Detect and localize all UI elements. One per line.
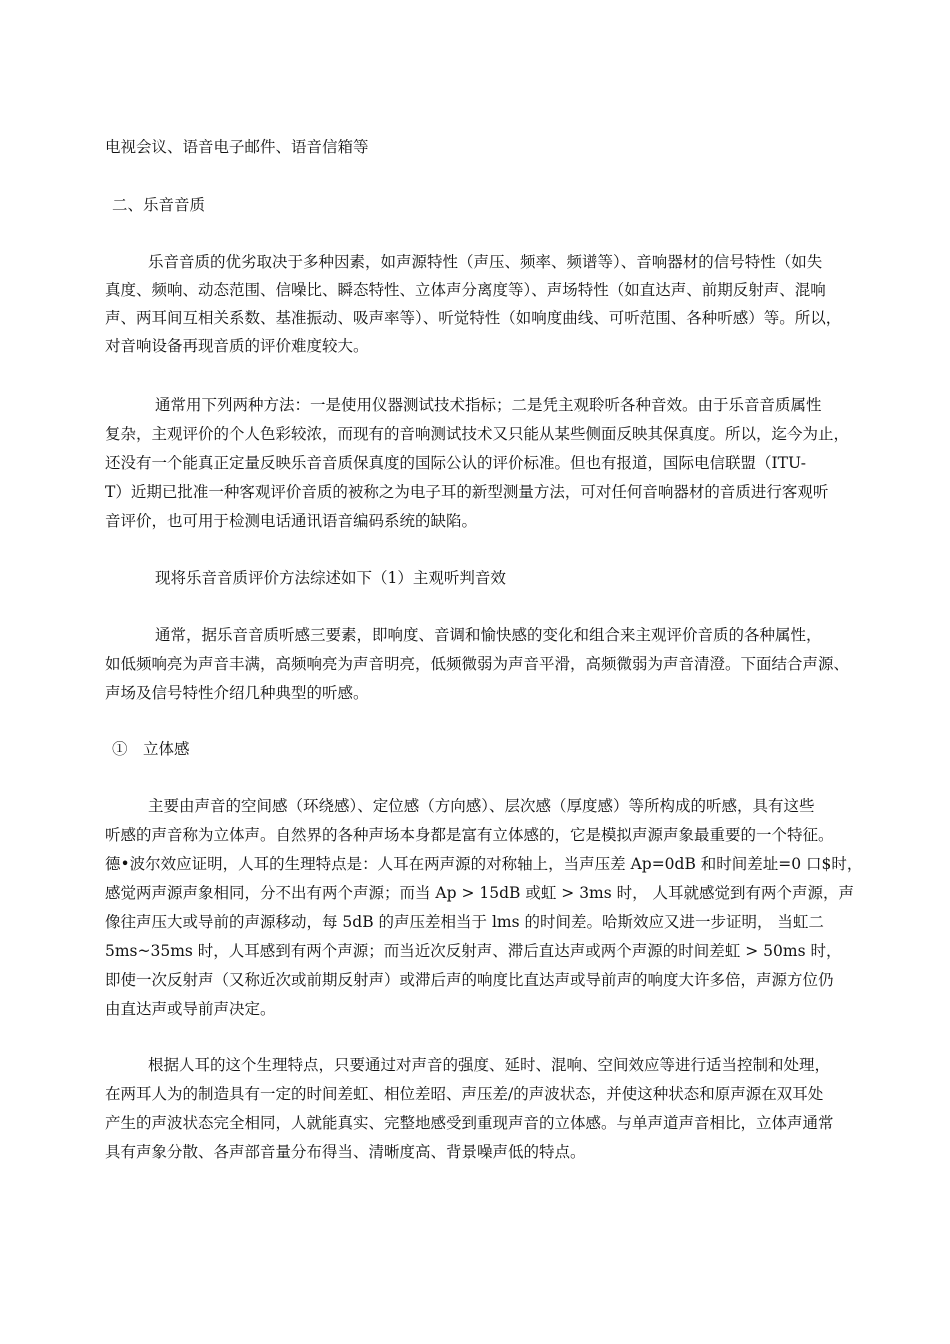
paragraph-line: 像往声压大或导前的声源移动，每 5dB 的声压差相当于 lms 的时间差。哈斯效应又进一步证明， 当虹二 (105, 913, 824, 931)
paragraph-line: 听感的声音称为立体声。自然界的各种声场本身都是富有立体感的，它是模拟声源声象最重要的一个特征。 (105, 826, 834, 844)
paragraph-line: 主要由声音的空间感（环绕感）、定位感（方向感）、层次感（厚度感）等所构成的听感，具有这些 (148, 797, 815, 815)
paragraph-line: 如低频响亮为声音丰满，高频响亮为声音明亮，低频微弱为声音平滑，高频微弱为声音清澄。下面结合声源、 (105, 655, 850, 673)
paragraph-line: 具有声象分散、各声部音量分布得当、清晰度高、背景噪声低的特点。 (105, 1143, 586, 1161)
paragraph-line: 还没有一个能真正定量反映乐音音质保真度的国际公认的评价标准。但也有报道，国际电信联盟（ITU- (105, 454, 806, 472)
paragraph-line: 复杂，主观评价的个人色彩较浓，而现有的音响测试技术又只能从某些侧面反映其保真度。所以，迄今为止， (105, 425, 850, 443)
paragraph-line: 声、两耳间互相关系数、基准振动、吸声率等）、听觉特性（如响度曲线、可听范围、各种听感）等。所以， (105, 309, 842, 327)
paragraph-line: 在两耳人为的制造具有一定的时间差虹、相位差昭、声压差/的声波状态，并使这种状态和原声源在双耳处 (105, 1085, 824, 1103)
paragraph-line: 通常，据乐音音质听感三要素，即响度、音调和愉快感的变化和组合来主观评价音质的各种属性， (155, 626, 822, 644)
section-heading-music-quality: 二、乐音音质 (112, 196, 206, 214)
paragraph-line: 对音响设备再现音质的评价难度较大。 (105, 337, 369, 355)
paragraph-line: 通常用下列两种方法：一是使用仪器测试技术指标；二是凭主观聆听各种音效。由于乐音音质属性 (155, 396, 822, 414)
paragraph-line: 5ms~35ms 时，人耳感到有两个声源；而当近次反射声、滞后直达声或两个声源的时间差虹 > 50ms 时， (105, 942, 842, 960)
paragraph-line: 德•波尔效应证明，人耳的生理特点是：人耳在两声源的对称轴上，当声压差 Ap=0dB 和时间差址=0 口$时， (105, 855, 863, 873)
paragraph-line: 由直达声或导前声决定。 (105, 1000, 276, 1018)
paragraph-line: 根据人耳的这个生理特点，只要通过对声音的强度、延时、混响、空间效应等进行适当控制和处理， (148, 1056, 831, 1074)
paragraph-line: 乐音音质的优劣取决于多种因素，如声源特性（声压、频率、频谱等）、音响器材的信号特性（如失 (148, 253, 823, 271)
subheading-subjective-listening: 现将乐音音质评价方法综述如下（1）主观听判音效 (155, 569, 506, 587)
paragraph-line: 产生的声波状态完全相同，人就能真实、完整地感受到重现声音的立体感。与单声道声音相比，立体声通常 (105, 1114, 834, 1132)
paragraph-line: 即使一次反射声（又称近次或前期反射声）或滞后声的响度比直达声或导前声的响度大许多倍，声源方位仍 (105, 971, 834, 989)
intro-line: 电视会议、语音电子邮件、语音信箱等 (105, 138, 369, 156)
paragraph-line: 真度、频响、动态范围、信噪比、瞬态特性、立体声分离度等）、声场特性（如直达声、前期反射声、混响 (105, 281, 826, 299)
paragraph-line: 音评价，也可用于检测电话通讯语音编码系统的缺陷。 (105, 512, 478, 530)
paragraph-line: 声场及信号特性介绍几种典型的听感。 (105, 684, 369, 702)
paragraph-line: T）近期已批准一种客观评价音质的被称之为电子耳的新型测量方法，可对任何音响器材的音质进行客观听 (105, 483, 829, 501)
item-heading-stereo: ① 立体感 (112, 740, 190, 758)
paragraph-line: 感觉两声源声象相同，分不出有两个声源；而当 Ap > 15dB 或虹 > 3ms 时， 人耳就感觉到有两个声源，声 (105, 884, 855, 902)
